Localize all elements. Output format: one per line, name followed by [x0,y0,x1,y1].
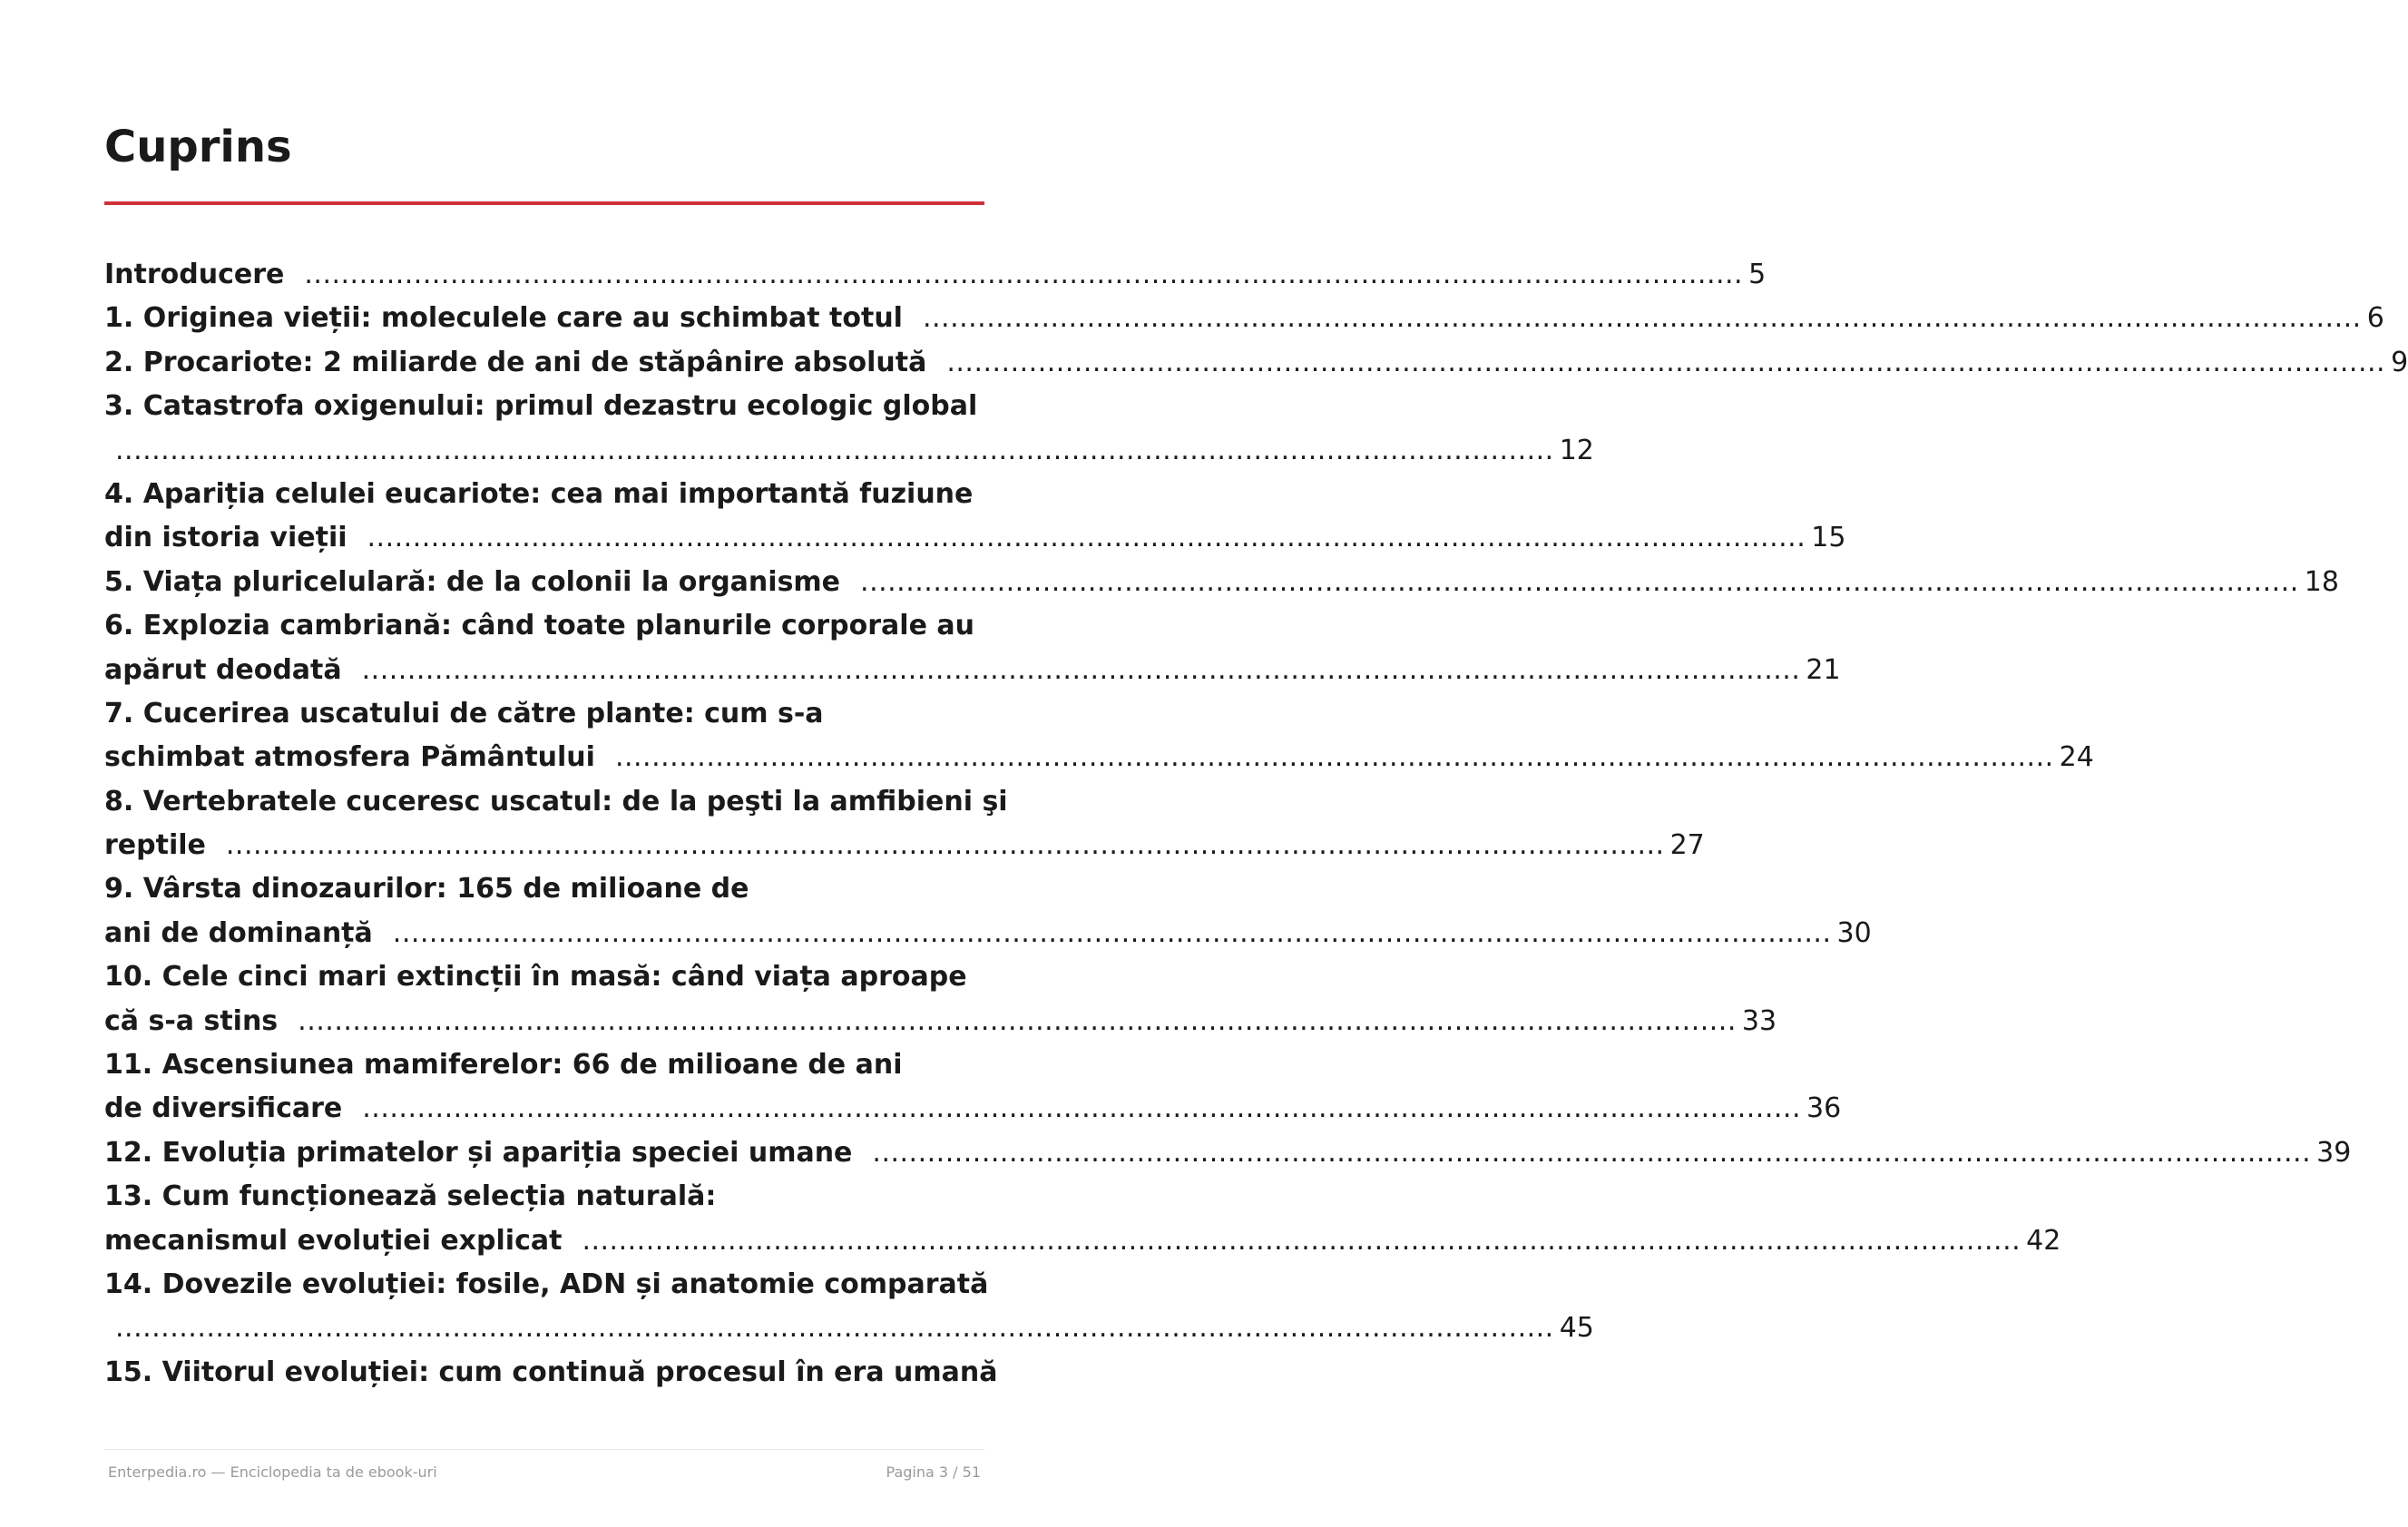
dot-leader: .............................................................................................................................................................. [304,259,1744,290]
dot-leader: .............................................................................................................................................................. [225,829,1665,862]
toc-entry-intro[interactable] [104,253,1767,297]
toc-entry-page: 33 [1741,1004,1777,1037]
footer-page-number: Pagina 3 / 51 [886,1463,981,1481]
toc-entry-14-leader[interactable] [104,1307,1594,1350]
toc-entry-title-line2: schimbat atmosfera Pământului [104,741,595,774]
dot-leader: .............................................................................................................................................................. [872,1136,2312,1169]
toc-entry-14[interactable] [104,1263,989,1307]
dot-leader: .............................................................................................................................................................. [362,1092,1801,1125]
toc-entry-title: 14. Dovezile evoluției: fosile, ADN și anatomie comparată [104,1268,989,1300]
dot-leader: .............................................................................................................................................................. [298,1004,1737,1037]
toc-entry-title-line1: 6. Explozia cambriană: când toate planurile corporale au [104,610,974,642]
dot-leader: .............................................................................................................................................................. [614,741,2054,774]
toc-entry-1[interactable] [104,297,2384,340]
toc-entry-10[interactable] [104,955,984,999]
toc-entry-3[interactable] [104,385,984,428]
toc-entry-page: 15 [1811,522,1846,554]
dot-leader: .............................................................................................................................................................. [115,434,1554,466]
toc-entry-title-line2: apărut deodată [104,653,342,686]
page-footer [108,1463,981,1481]
toc-entry-title-line2: reptile [104,829,206,862]
toc-entry-7-cont[interactable] [104,736,2094,779]
dot-leader: .............................................................................................................................................................. [582,1224,2021,1257]
toc-entry-11-cont[interactable] [104,1087,1842,1131]
dot-leader: .............................................................................................................................................................. [361,653,1801,686]
toc-entry-title-line1: 10. Cele cinci mari extincții în masă: când viața aproape [104,961,967,994]
title-divider [104,201,984,205]
toc-entry-page: 36 [1806,1092,1842,1125]
toc-entry-title: 1. Originea vieții: moleculele care au schimbat totul [104,302,903,335]
toc-entry-title-line1: 13. Cum funcționează selecția naturală: [104,1180,717,1213]
toc-entry-title-line2: de diversificare [104,1092,343,1125]
dot-leader: .............................................................................................................................................................. [392,916,1832,949]
toc-entry-2[interactable] [104,341,2408,385]
toc-entry-page: 30 [1836,916,1872,949]
toc-entry-title-line2: că s-a stins [104,1004,279,1037]
dot-leader: .............................................................................................................................................................. [367,522,1806,554]
toc-entry-title-line1: 4. Apariția celulei eucariote: cea mai importantă fuziune [104,477,974,510]
toc-entry-title: 5. Viața pluricelulară: de la colonii la organisme [104,565,841,598]
dot-leader: .............................................................................................................................................................. [860,565,2299,598]
dot-leader: .............................................................................................................................................................. [922,302,2362,335]
toc-entry-title-line1: 11. Ascensiunea mamiferelor: 66 de milioane de ani [104,1049,903,1082]
toc-entry-page: 12 [1559,434,1594,466]
toc-entry-title: 3. Catastrofa oxigenului: primul dezastru ecologic global [104,390,978,423]
toc-entry-title: 2. Procariote: 2 miliarde de ani de stăpânire absolută [104,346,927,378]
toc-entry-4[interactable] [104,473,984,516]
toc-entry-title-line1: 7. Cucerirea uscatului de către plante: cum s-a [104,697,824,729]
toc-entry-title-line1: 8. Vertebratele cuceresc uscatul: de la peşti la amfibieni şi [104,785,1008,817]
toc-entry-8[interactable] [104,780,1008,824]
toc-entry-page: 21 [1806,653,1841,686]
toc-entry-4-cont[interactable] [104,516,1846,560]
toc-entry-9-cont[interactable] [104,912,1872,955]
toc-entry-title-line2: din istoria vieții [104,522,347,554]
page-title: Cuprins [104,122,292,172]
toc-entry-7[interactable] [104,692,984,736]
toc-entry-title: Introducere [104,259,285,290]
toc-entry-13-cont[interactable] [104,1219,2061,1263]
toc-entry-page: 24 [2059,741,2094,774]
toc-entry-page: 6 [2366,302,2384,335]
dot-leader: .............................................................................................................................................................. [115,1312,1554,1345]
toc-entry-12[interactable] [104,1131,2352,1175]
toc-entry-8-cont[interactable] [104,824,1705,867]
toc-entry-page: 18 [2304,565,2339,598]
toc-entry-title-line2: ani de dominanță [104,916,373,949]
toc-entry-page: 42 [2026,1224,2061,1257]
footer-divider [104,1449,984,1450]
toc-entry-6[interactable] [104,604,984,648]
toc-entry-5[interactable] [104,561,2339,604]
toc-entry-page: 27 [1669,829,1705,862]
toc-entry-9[interactable] [104,867,984,911]
toc-entry-title-line2: mecanismul evoluției explicat [104,1224,563,1257]
toc-entry-13[interactable] [104,1175,984,1219]
toc-entry-page: 9 [2391,346,2408,378]
dot-leader: .............................................................................................................................................................. [946,346,2386,378]
toc-entry-title: 15. Viitorul evoluției: cum continuă procesul în era umană [104,1356,998,1388]
toc-entry-10-cont[interactable] [104,1000,1777,1043]
toc-entry-15[interactable] [104,1351,998,1395]
table-of-contents [104,253,2408,1395]
toc-entry-11[interactable] [104,1043,984,1087]
toc-entry-page: 39 [2316,1136,2352,1169]
toc-entry-title: 12. Evoluția primatelor și apariția speciei umane [104,1136,853,1169]
toc-entry-3-leader[interactable] [104,429,1594,473]
toc-entry-page: 5 [1748,259,1767,290]
footer-site-name: Enterpedia.ro — Enciclopedia ta de ebook-uri [108,1463,437,1481]
toc-entry-title-line1: 9. Vârsta dinozaurilor: 165 de milioane de [104,873,749,905]
toc-entry-6-cont[interactable] [104,649,1841,692]
toc-entry-page: 45 [1559,1312,1594,1345]
